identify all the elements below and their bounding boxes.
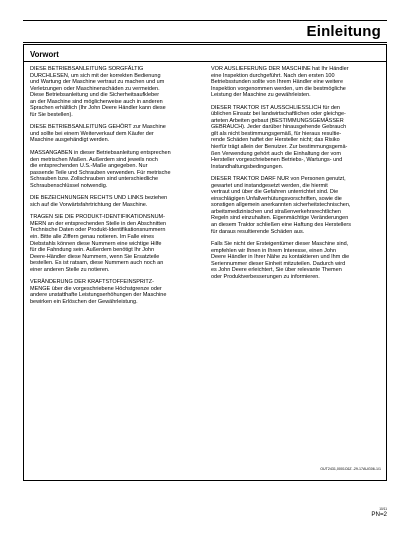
paragraph: DIESE BETRIEBSANLEITUNG SORGFÄLTIG DURCHLESEN, um sich mit der korrekten Bedienung und Wartung der Maschine vertraut zu machen und um Verletzungen oder Maschinenschäden zu vermeiden. Diese Betriebsanleitung und die Sicherheitsaufkleber an der Maschine sind möglicherweise auch in anderen Sprachen erhältlich (Ihr John Deere Händler kann diese für Sie bestellen). [30, 66, 166, 118]
right-column [211, 66, 379, 286]
section-heading: Vorwort [30, 50, 59, 59]
heading-divider [24, 61, 386, 62]
document-code: OUT2431,0001C6Z -29-17AUG06-1/1 [320, 467, 381, 471]
paragraph: DIESE BETRIEBSANLEITUNG GEHÖRT zur Maschine und sollte bei einem Weiterverkauf dem Käufer der Maschine ausgehändigt werden. [30, 124, 166, 144]
footer-code: 10/11 [379, 507, 387, 511]
paragraph: DIESER TRAKTOR DARF NUR von Personen genutzt, gewartet und instandgesetzt werden, die hiermit vertraut und über die Gefahren unterrichtet sind. Die einschlägigen Unfallverhütungsvorschriften, sowie die sonstigen allgemein anerkannten sicherheitstechnischen, arbeitsmedizinischen und straßenverkehrsrechtlichen Regeln sind einzuhalten. Eigenmächtige Veränderungen an diesem Traktor schließen eine Haftung des Herstellers für daraus resultierende Schäden aus. [211, 176, 352, 235]
page-title: Einleitung [306, 23, 381, 40]
paragraph: DIESER TRAKTOR IST AUSSCHLIESSLICH für den üblichen Einsatz bei landwirtschaftlichen oder gleichge- arteten Arbeiten gebaut (BESTIMMUNGSGEMÄSSER GEBRAUCH). Jeder darüber hinausgehende Gebrauch gilt als nicht bestimmungsgemäß, für hieraus resultie- rende Schäden haftet der Hersteller nicht; das Risiko hierfür trägt allein der Benutzer. Zur bestimmungsgemä- ßen Verwendung gehört auch die Einhaltung der vom Hersteller vorgeschriebenen Betriebs-, Wartungs- und Instandhaltungsbedingungen. [211, 104, 348, 170]
paragraph: MASSANGABEN in dieser Betriebsanleitung entsprechen den metrischen Maßen. Außerdem sind jeweils noch die entsprechenden U.S.-Maße angegeben. Nur passende Teile und Schrauben verwenden. Für metrische Schrauben bzw. Zollschrauben sind unterschiedliche Schraubenschlüssel notwendig. [30, 150, 171, 189]
paragraph: Falls Sie nicht der Ersteigentümer dieser Maschine sind, empfehlen wir Ihnen in Ihrem Interesse, einen John Deere Händler in Ihrer Nähe zu kontaktieren und Ihm die Seriennummer dieser Einheit mitzuteilen. Dadurch wird es John Deere erleichtert, Sie über relevante Themen oder Produktverbesserungen zu informieren. [211, 241, 350, 280]
paragraph: VERÄNDERUNG DER KRAFTSTOFFEINSPRITZ- MENGE über die vorgeschriebene Höchstgrenze oder andere unstatthafte Leistungserhöhungen der Maschine bewirken ein Erlöschen der Gewährleistung. [30, 279, 167, 305]
title-band [23, 20, 387, 43]
paragraph: TRAGEN SIE DIE PRODUKT-IDENTIFIKATIONSNUM- MERN an der entsprechenden Stelle in den Abschnitten Technische Daten oder Produkt-Identifikationsnummern ein. Bitte alle Ziffern genau notieren. Im Falle eines Diebstahls können diese Nummern eine wichtige Hilfe für die Fahndung sein. Außerdem benötigt Ihr John Deere-Händler diese Nummern, wenn Sie Ersatzteile bestellen. Es ist ratsam, diese Nummern auch noch an einer anderen Stelle zu notieren. [30, 214, 167, 273]
page-number: PN=2 [371, 511, 387, 518]
paragraph: VOR AUSLIEFERUNG DER MASCHINE hat Ihr Händler eine Inspektion durchgeführt. Nach den ersten 100 Betriebsstunden sollte von Ihrem Händler eine weitere Inspektion vorgenommen werden, um die bestmögliche Leistung der Maschine zu gewährleisten. [211, 66, 349, 99]
left-column [30, 66, 198, 312]
paragraph: DIE BEZEICHNUNGEN RECHTS UND LINKS beziehen sich auf die Vorwärtsfahrtrichtung der Maschine. [30, 195, 168, 208]
foreword-box [23, 44, 387, 481]
